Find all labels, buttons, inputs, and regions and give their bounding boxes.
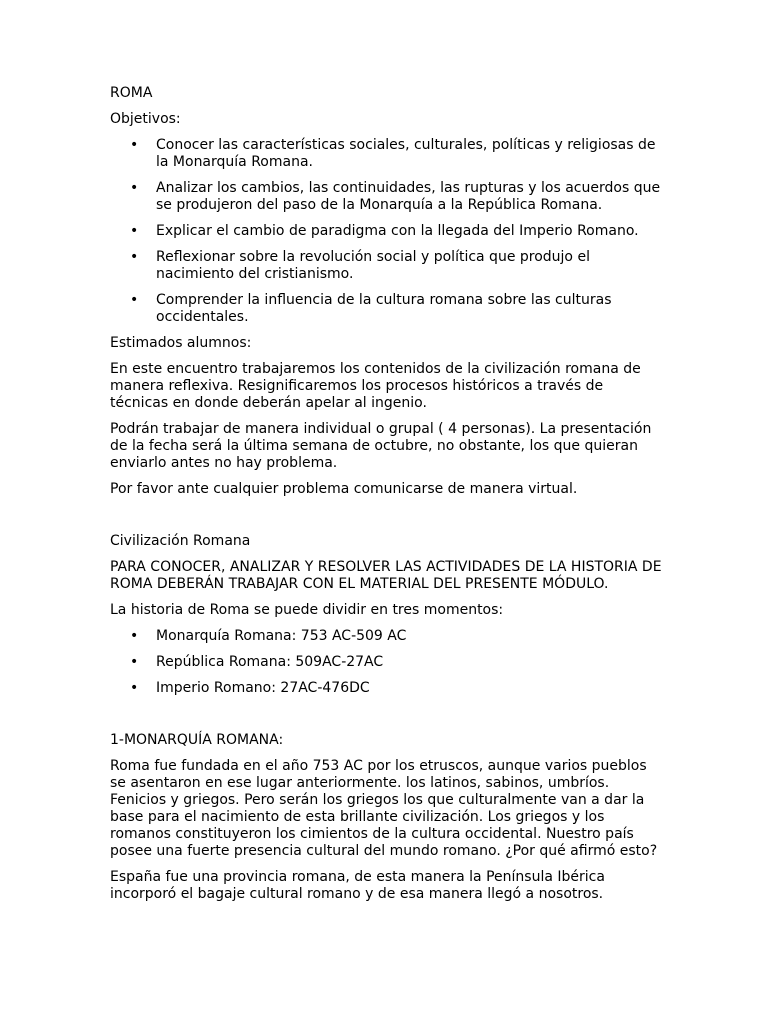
bullet-icon: • [130,223,139,239]
letter-greeting: Estimados alumnos: [110,335,252,351]
list-item-text: Reflexionar sobre la revolución social y política que produjo el nacimiento del cristianismo. [156,249,590,282]
list-item [110,137,665,171]
letter-paragraph: Podrán trabajar de manera individual o grupal ( 4 personas). La presentación de la fecha será la última semana de octubre, no obstante, los que quieran enviarlo antes no hay problema. [110,421,652,471]
section-spacer [110,507,665,533]
letter-paragraph: En este encuentro trabajaremos los contenidos de la civilización romana de manera reflexiva. Resignificaremos los procesos históricos a través de técnicas en donde deberán apelar al ingenio. [110,361,641,411]
list-item [110,654,665,671]
list-item-text: Imperio Romano: 27AC-476DC [156,680,370,696]
list-item-text: Comprender la influencia de la cultura romana sobre las culturas occidentales. [156,292,612,325]
document-page [110,85,665,912]
bullet-icon: • [130,137,139,153]
periods-list [110,628,665,697]
bullet-icon: • [130,680,139,696]
list-item [110,180,665,214]
objectives-heading: Objetivos: [110,111,181,127]
section-paragraph: España fue una provincia romana, de esta manera la Península Ibérica incorporó el bagaje cultural romano y de esa manera llegó a nosotros. [110,869,605,902]
section-heading: 1-MONARQUÍA ROMANA: [110,732,284,748]
list-item-text: Analizar los cambios, las continuidades, las rupturas y los acuerdos que se produjeron del paso de la Monarquía a la República Romana. [156,180,661,213]
list-item-text: Conocer las características sociales, culturales, políticas y religiosas de la Monarquía Romana. [156,137,656,170]
list-item [110,628,665,645]
objectives-list [110,137,665,326]
list-item [110,223,665,240]
list-item-text: Monarquía Romana: 753 AC-509 AC [156,628,407,644]
civilization-instruction: PARA CONOCER, ANALIZAR Y RESOLVER LAS ACTIVIDADES DE LA HISTORIA DE ROMA DEBERÁN TRABAJAR CON EL MATERIAL DEL PRESENTE MÓDULO. [110,559,662,592]
bullet-icon: • [130,180,139,196]
civilization-heading: Civilización Romana [110,533,251,549]
bullet-icon: • [130,654,139,670]
bullet-icon: • [130,292,139,308]
bullet-icon: • [130,249,139,265]
bullet-icon: • [130,628,139,644]
list-item [110,680,665,697]
list-item [110,249,665,283]
section-paragraph: Roma fue fundada en el año 753 AC por los etruscos, aunque varios pueblos se asentaron en ese lugar anteriormente. los latinos, sabinos, umbríos. Fenicios y griegos. Pero serán los griegos los que culturalmente van a dar la base para el nacimiento de esta brillante civilización. Los griegos y los romanos constituyeron los cimientos de la cultura occidental. Nuestro país posee una fuerte presencia cultural del mundo romano. ¿Por qué afirmó esto? [110,758,658,859]
list-item-text: República Romana: 509AC-27AC [156,654,384,670]
list-item-text: Explicar el cambio de paradigma con la llegada del Imperio Romano. [156,223,639,239]
letter-paragraph: Por favor ante cualquier problema comunicarse de manera virtual. [110,481,578,497]
document-title: ROMA [110,85,153,101]
list-item [110,292,665,326]
civilization-intro: La historia de Roma se puede dividir en tres momentos: [110,602,504,618]
section-spacer [110,706,665,732]
